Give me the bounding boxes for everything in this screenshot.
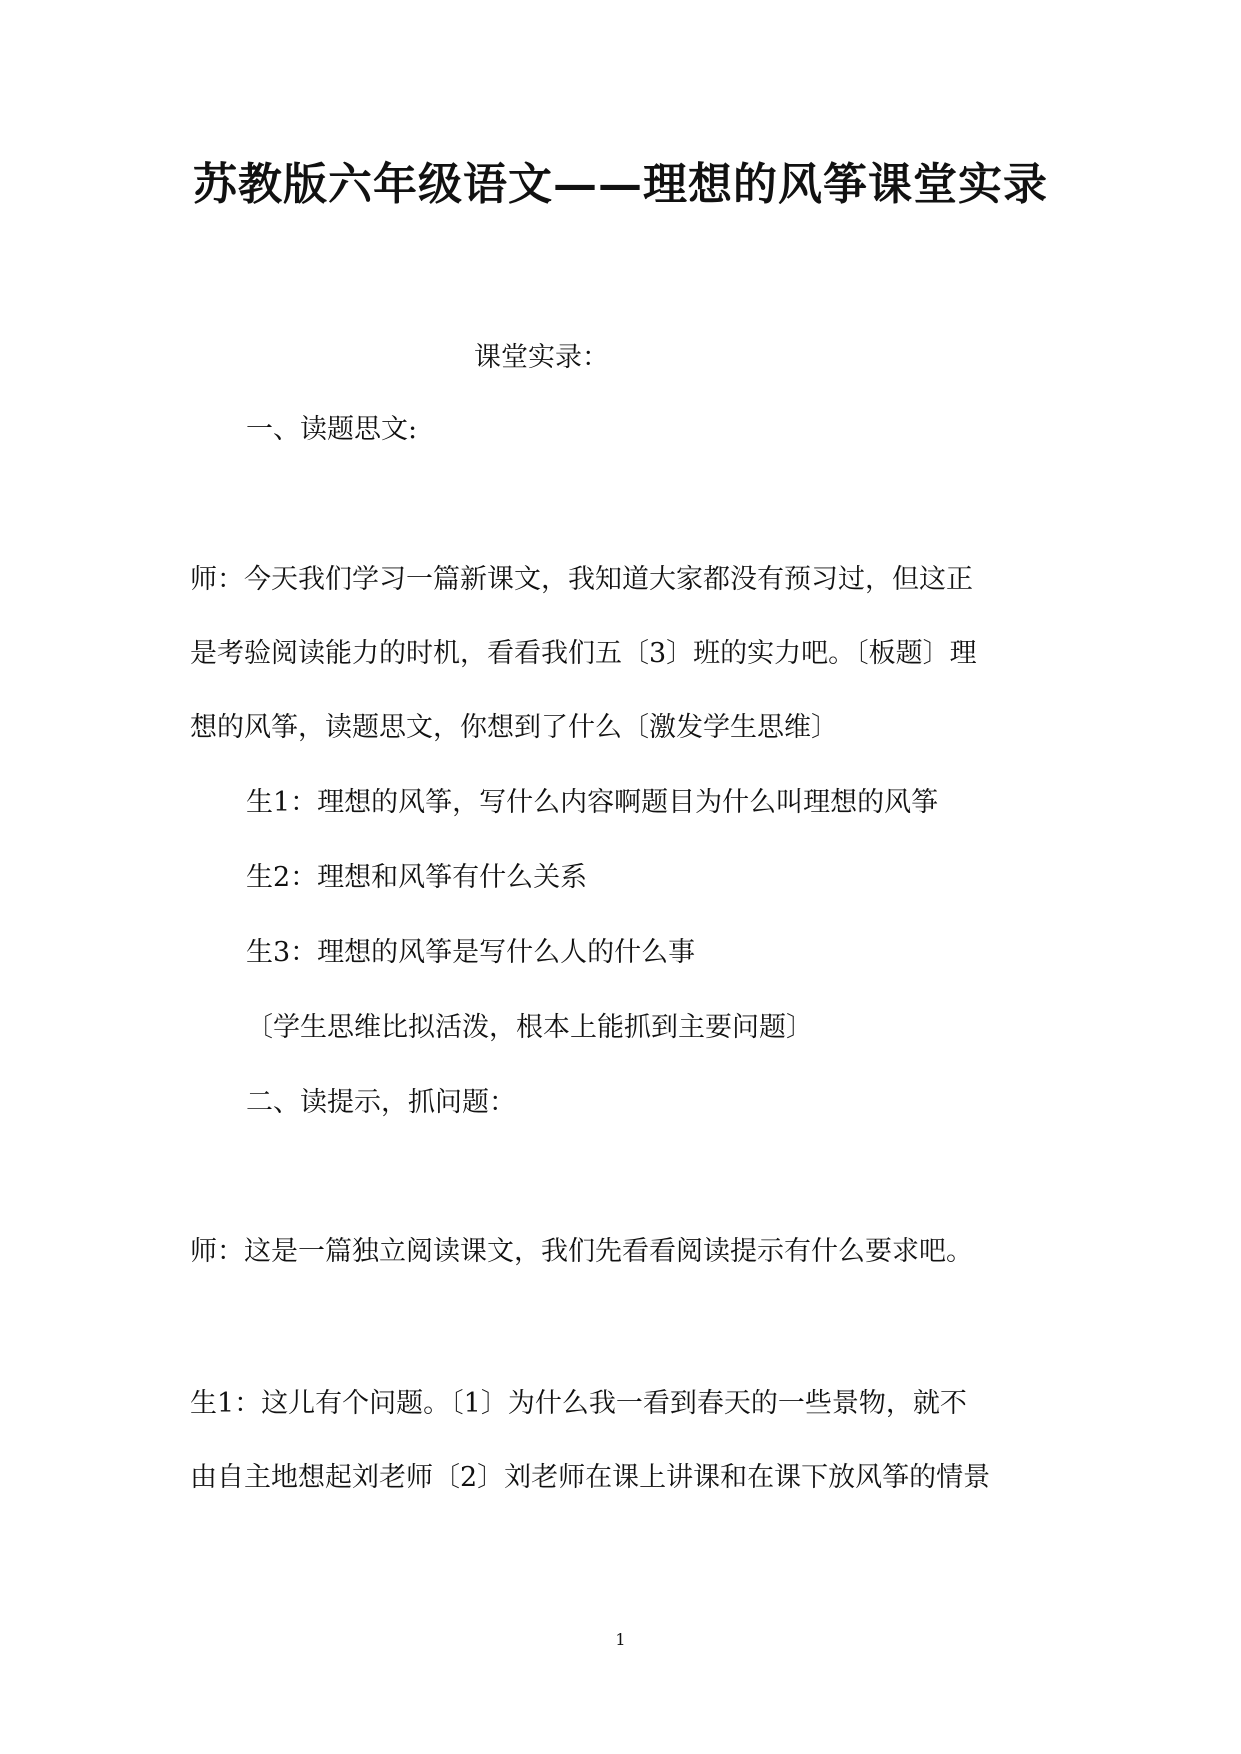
student-answer-line: 生1：理想的风筝，写什么内容啊题目为什么叫理想的风筝 <box>246 787 939 818</box>
teacher-note-line: 〔学生思维比拟活泼，根本上能抓到主要问题〕 <box>246 1012 813 1043</box>
document-title: 苏教版六年级语文——理想的风筝课堂实录 <box>193 159 1048 210</box>
paragraph-line: 师：今天我们学习一篇新课文，我知道大家都没有预习过，但这正 <box>190 564 973 595</box>
student-answer-line: 生3：理想的风筝是写什么人的什么事 <box>246 937 696 968</box>
paragraph-line: 由自主地想起刘老师〔2〕刘老师在课上讲课和在课下放风筝的情景 <box>190 1462 991 1493</box>
paragraph-line: 想的风筝，读题思文，你想到了什么〔激发学生思维〕 <box>190 712 838 743</box>
paragraph-line: 生1：这儿有个问题。〔1〕为什么我一看到春天的一些景物，就不 <box>190 1388 967 1419</box>
page-number: 1 <box>615 1630 626 1649</box>
heading-read-title: 一、读题思文: <box>246 414 418 445</box>
student-answer-line: 生2：理想和风筝有什么关系 <box>246 862 588 893</box>
paragraph-line: 是考验阅读能力的时机，看看我们五〔3〕班的实力吧。〔板题〕理 <box>190 638 977 669</box>
heading-read-prompt: 二、读提示，抓问题： <box>246 1087 516 1118</box>
paragraph-line: 师：这是一篇独立阅读课文，我们先看看阅读提示有什么要求吧。 <box>190 1236 973 1267</box>
section-label-classroom-record: 课堂实录： <box>474 342 609 373</box>
